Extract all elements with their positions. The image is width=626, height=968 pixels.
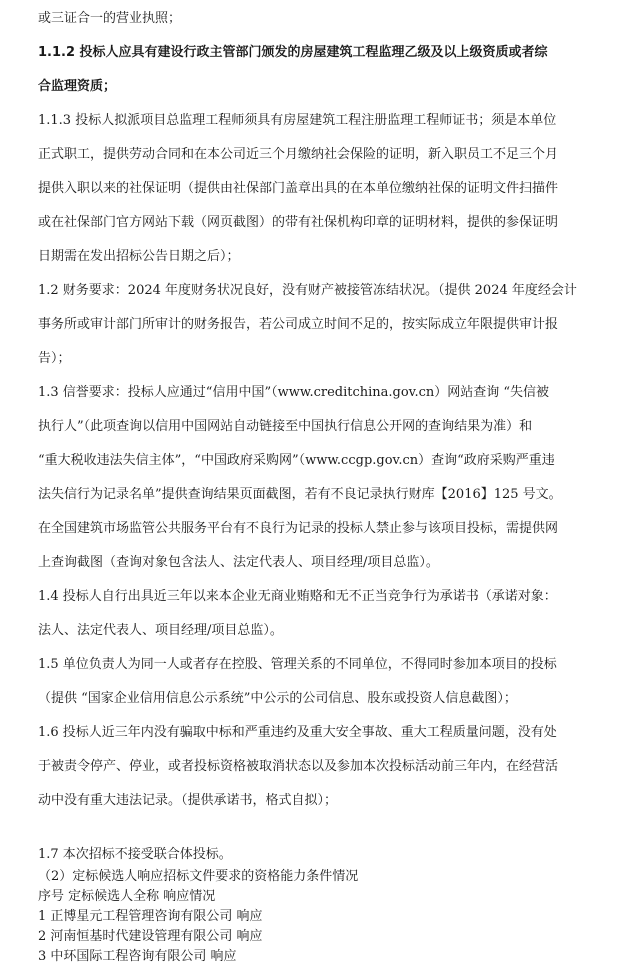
clause-1-6-line-3: 动中没有重大违法记录。（提供承诺书，格式自拟）；	[38, 793, 338, 808]
clause-1-1-3-line-2: 正式职工，提供劳动合同和在本公司近三个月缴纳社会保险的证明，新入职员工不足三个月	[38, 147, 559, 162]
clause-1-3-line-5: 在全国建筑市场监管公共服务平台有不良行为记录的投标人禁止参与该项目投标，需提供网	[38, 521, 559, 536]
clause-1-3-line-4: 法失信行为记录名单”提供查询结果页面截图，若有不良记录执行财库【2016】125 号文。	[38, 487, 562, 502]
section-2-heading: （2）定标候选人响应招标文件要求的资格能力条件情况	[38, 869, 359, 884]
clause-1-2-line-2: 事务所或审计部门所审计的财务报告，若公司成立时间不足的，按实际成立年限提供审计报	[38, 317, 559, 332]
clause-1-7: 1.7 本次招标不接受联合体投标。	[38, 847, 232, 862]
candidate-row-2: 2 河南恒基时代建设管理有限公司 响应	[38, 929, 263, 944]
clause-1-1-3-line-4: 或在社保部门官方网站下载（网页截图）的带有社保机构印章的证明材料，提供的参保证明	[38, 215, 559, 230]
candidate-row-1: 1 正博星元工程管理咨询有限公司 响应	[38, 909, 263, 924]
clause-1-1-2-line-2: 合监理资质；	[38, 79, 117, 94]
clause-1-4-line-2: 法人、法定代表人、项目经理/项目总监）。	[38, 623, 283, 638]
clause-1-2-line-3: 告）；	[38, 351, 71, 366]
clause-1-6-line-1: 1.6 投标人近三年内没有骗取中标和严重违约及重大安全事故、重大工程质量问题，没有处	[38, 725, 557, 740]
clause-1-5-line-1: 1.5 单位负责人为同一人或者存在控股、管理关系的不同单位，不得同时参加本项目的投标	[38, 657, 557, 672]
clause-1-1-3-line-1: 1.1.3 投标人拟派项目总监理工程师须具有房屋建筑工程注册监理工程师证书；须是本单位	[38, 113, 557, 128]
clause-1-6-line-2: 于被责令停产、停业，或者投标资格被取消状态以及参加本次投标活动前三年内，在经营活	[38, 759, 559, 774]
clause-1-3-line-1: 1.3 信誉要求：投标人应通过“信用中国”（www.creditchina.gov.cn）网站查询 “失信被	[38, 385, 550, 400]
candidate-table-header: 序号 定标候选人全称 响应情况	[38, 889, 216, 904]
clause-1-3-line-2: 执行人”（此项查询以信用中国网站自动链接至中国执行信息公开网的查询结果为准）和	[38, 419, 533, 434]
clause-1-1-2-line-1: 1.1.2 投标人应具有建设行政主管部门颁发的房屋建筑工程监理乙级及以上级资质或者综	[38, 45, 548, 60]
text-line-continuation: 或三证合一的营业执照；	[38, 11, 182, 26]
clause-1-1-3-line-5: 日期需在发出招标公告日期之后）；	[38, 249, 240, 264]
candidate-row-3: 3 中环国际工程咨询有限公司 响应	[38, 949, 237, 964]
clause-1-5-line-2: （提供 “国家企业信用信息公示系统”中公示的公司信息、股东或投资人信息截图）；	[38, 691, 517, 706]
clause-1-3-line-3: “重大税收违法失信主体”，“中国政府采购网”（www.ccgp.gov.cn）查询“政府采购严重违	[38, 453, 555, 468]
clause-1-1-3-line-3: 提供入职以来的社保证明（提供由社保部门盖章出具的在本单位缴纳社保的证明文件扫描件	[38, 181, 559, 196]
clause-1-2-line-1: 1.2 财务要求：2024 年度财务状况良好，没有财产被接管冻结状况。（提供 2024 年度经会计	[38, 283, 577, 298]
clause-1-4-line-1: 1.4 投标人自行出具近三年以来本企业无商业贿赂和无不正当竞争行为承诺书（承诺对象：	[38, 589, 557, 604]
clause-1-3-line-6: 上查询截图（查询对象包含法人、法定代表人、项目经理/项目总监）。	[38, 555, 439, 570]
